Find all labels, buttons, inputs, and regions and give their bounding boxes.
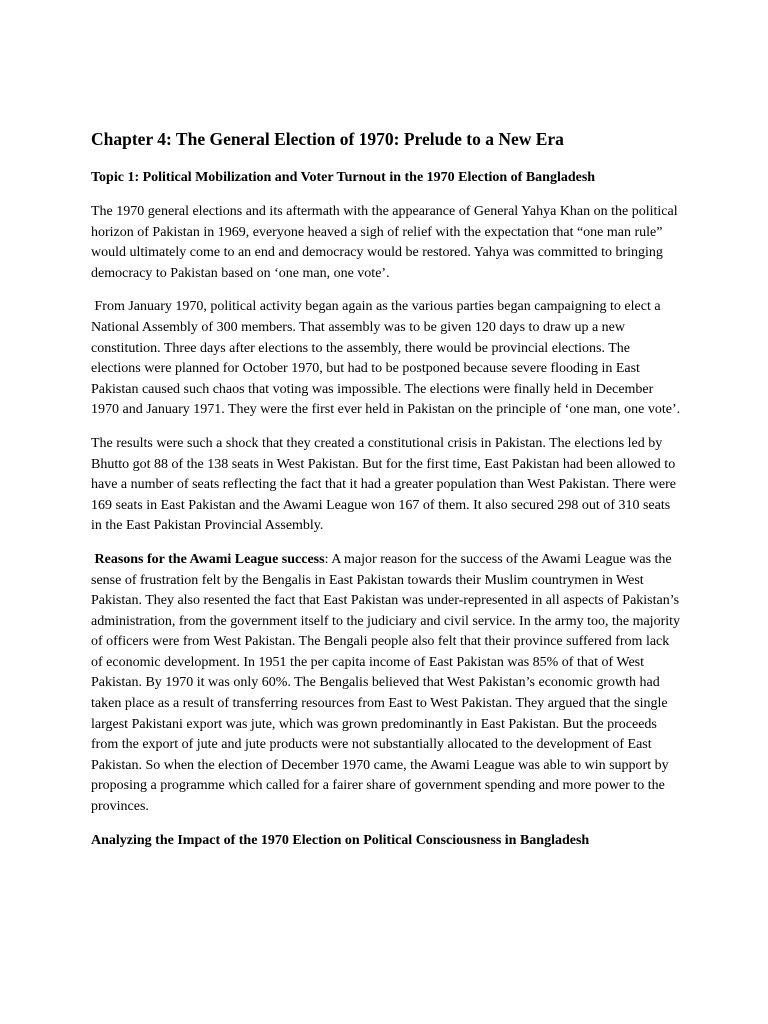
section-sub-heading: Analyzing the Impact of the 1970 Election on Political Consciousness in Bangladesh <box>91 832 590 848</box>
paragraph-intro: The 1970 general elections and its aftermath with the appearance of General Yahya Khan on the political horizon of Pakistan in 1969, everyone heaved a sigh of relief with the expectation that “one man rule” would ultimately come to an end and democracy would be restored. Yahya was committed to bringing democracy to Pakistan based on ‘one man, one vote’. <box>91 204 678 281</box>
topic-heading: Topic 1: Political Mobilization and Voter Turnout in the 1970 Election of Bangladesh <box>91 170 596 185</box>
paragraph-political-activity: From January 1970, political activity began again as the various parties began campaigning to elect a National Assembly of 300 members. That assembly was to be given 120 days to draw up a new constitution. Three days after elections to the assembly, there would be provincial elections. The elections were planned for October 1970, but had to be postponed because severe flooding in East Pakistan caused such chaos that voting was impossible. The elections were finally held in December 1970 and January 1971. They were the first ever held in Pakistan on the principle of ‘one man, one vote’. <box>91 299 681 418</box>
reasons-body-text: : A major reason for the success of the Awami League was the sense of frustration felt by the Bengalis in East Pakistan towards their Muslim countrymen in West Pakistan. They also resented the fact that East Pakistan was under-represented in all aspects of Pakistan’s administration, from the government itself to the judiciary and civil service. In the army too, the majority of officers were from West Pakistan. The Bengali people also felt that their province suffered from lack of economic development. In 1951 the per capita income of East Pakistan was 85% of that of West Pakistan. By 1970 it was only 60%. The Bengalis believed that West Pakistan’s economic growth had taken place as a result of transferring resources from East to West Pakistan. They argued that the single largest Pakistani export was jute, which was grown predominantly in East Pakistan. But the proceeds from the export of jute and jute products were not substantially allocated to the development of East Pakistan. So when the election of December 1970 came, the Awami League was able to win support by proposing a programme which called for a fairer share of government spending and more power to the provinces. <box>91 551 684 815</box>
paragraph-results: The results were such a shock that they created a constitutional crisis in Pakistan. The elections led by Bhutto got 88 of the 138 seats in West Pakistan. But for the first time, East Pakistan had been allowed to have a number of seats reflecting the fact that it had a greater population than West Pakistan. There were 169 seats in East Pakistan and the Awami League won 167 of them. It also secured 298 out of 310 seats in the East Pakistan Provincial Assembly. <box>91 435 676 534</box>
reasons-lead-label: Reasons for the Awami League success <box>91 551 325 567</box>
chapter-title: Chapter 4: The General Election of 1970: Prelude to a New Era <box>91 129 564 149</box>
document-page <box>91 127 684 851</box>
paragraph-reasons <box>91 550 684 818</box>
